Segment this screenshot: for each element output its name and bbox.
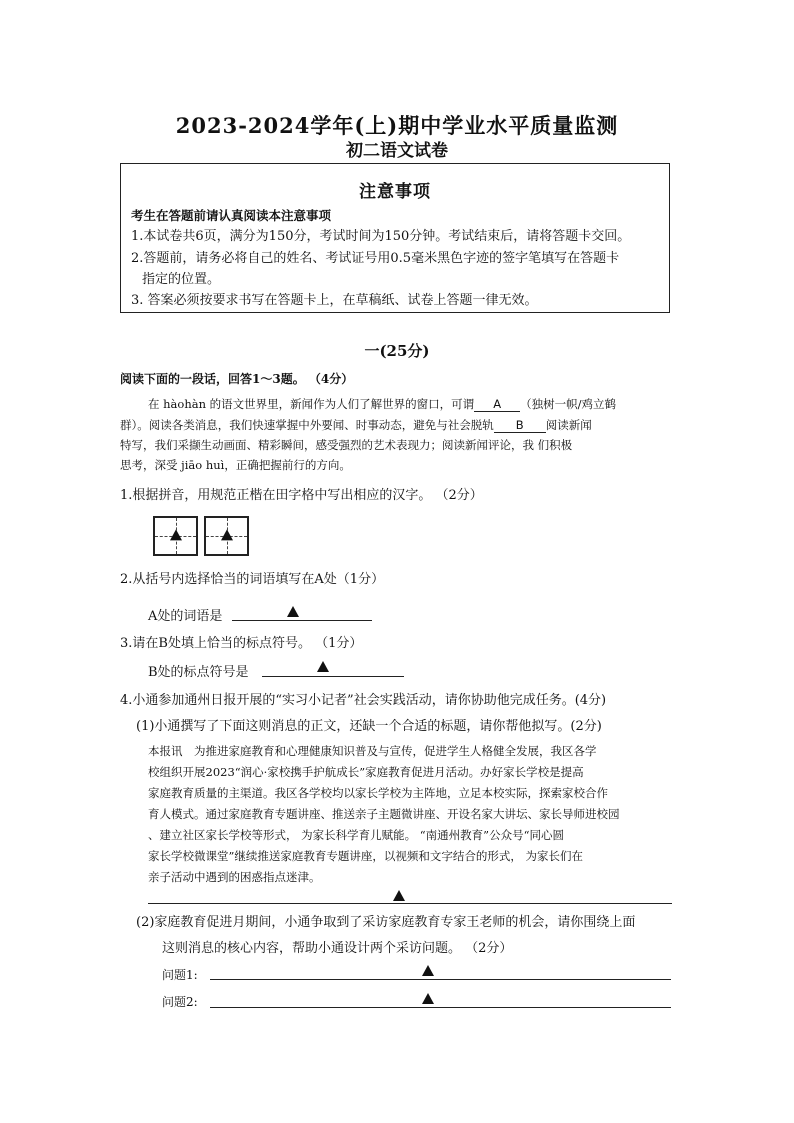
notice-item-1: 1.本试卷共6页，满分为150分，考试时间为150分钟。考试结束后，请将答题卡交回。 bbox=[131, 229, 631, 244]
passage-line-2a: 群）。阅读各类消息，我们快速掌握中外要闻、时事动态，避免与社会脱轨 bbox=[120, 418, 494, 432]
passage-line-1 bbox=[148, 396, 616, 412]
passage-line-1a: 在 hàohàn 的语文世界里，新闻作为人们了解世界的窗口，可谓 bbox=[148, 397, 475, 411]
title-answer-line bbox=[148, 903, 672, 904]
news-line-4: 育人模式。通过家庭教育专题讲座、推送亲子主题微讲座、开设名家大讲坛、家长导师进校园 bbox=[148, 807, 620, 821]
notice-item-2-cont: 指定的位置。 bbox=[142, 272, 221, 287]
passage-line-2 bbox=[120, 417, 592, 433]
question-4: 4.小通参加通州日报开展的“实习小记者”社会实践活动，请你协助他完成任务。(4分) bbox=[120, 693, 607, 708]
blank-b: B bbox=[494, 418, 546, 433]
answer-marker bbox=[170, 529, 182, 540]
notice-item-3: 3. 答案必须按要求书写在答题卡上，在草稿纸、试卷上答题一律无效。 bbox=[131, 293, 538, 308]
char-grid-2 bbox=[204, 516, 249, 556]
section-instruction: 阅读下面的一段话，回答1～3题。 （4分） bbox=[120, 372, 354, 386]
news-line-1: 本报讯 为推进家庭教育和心理健康知识普及与宣传，促进学生人格健全发展，我区各学 bbox=[148, 744, 597, 758]
answer-marker bbox=[287, 606, 299, 617]
char-grid-1 bbox=[153, 516, 198, 556]
q2-answer-label: A处的词语是 bbox=[148, 609, 223, 624]
interview-question-2-label: 问题2: bbox=[162, 995, 198, 1009]
notice-box bbox=[120, 163, 670, 313]
answer-marker bbox=[422, 965, 434, 976]
answer-marker bbox=[317, 661, 329, 672]
answer-marker bbox=[393, 890, 405, 901]
question-3: 3.请在B处填上恰当的标点符号。 （1分） bbox=[120, 636, 363, 651]
notice-item-2: 2.答题前，请务必将自己的姓名、考试证号用0.5毫米黑色字迹的签字笔填写在答题卡 bbox=[131, 251, 620, 266]
passage-line-3: 特写，我们采撷生动画面、精彩瞬间，感受强烈的艺术表现力；阅读新闻评论，我 们积极 bbox=[120, 438, 573, 452]
notice-intro: 考生在答题前请认真阅读本注意事项 bbox=[131, 208, 332, 223]
q3-answer-label: B处的标点符号是 bbox=[148, 665, 249, 680]
passage-line-4: 思考，深受 jiāo huì，正确把握前行的方向。 bbox=[120, 458, 351, 472]
news-line-7: 亲子活动中遇到的困惑指点迷津。 bbox=[148, 870, 321, 884]
interview-question-1-line bbox=[210, 979, 671, 980]
question-4-2a: (2)家庭教育促进月期间，小通争取到了采访家庭教育专家王老师的机会，请你围绕上面 bbox=[136, 915, 636, 930]
interview-question-1-label: 问题1: bbox=[162, 968, 198, 982]
question-4-1: (1)小通撰写了下面这则消息的正文，还缺一个合适的标题，请你帮他拟写。(2分) bbox=[136, 719, 602, 734]
question-2: 2.从括号内选择恰当的词语填写在A处（1分） bbox=[120, 572, 385, 587]
blank-a: A bbox=[474, 397, 520, 412]
question-4-2b: 这则消息的核心内容，帮助小通设计两个采访问题。 （2分） bbox=[162, 941, 513, 956]
answer-marker bbox=[221, 529, 233, 540]
interview-question-2-line bbox=[210, 1007, 671, 1008]
q3-answer-line bbox=[262, 676, 404, 677]
section-heading: 一(25分) bbox=[364, 342, 430, 360]
q2-answer-line bbox=[232, 620, 372, 621]
exam-subtitle: 初二语文试卷 bbox=[346, 141, 448, 161]
exam-title: 2023-2024学年(上)期中学业水平质量监测 bbox=[175, 113, 619, 138]
passage-line-1b: （独树一帜/鸡立鹤 bbox=[520, 397, 617, 411]
passage-line-2b: 阅读新闻 bbox=[545, 418, 592, 432]
news-line-2: 校组织开展2023“润心·家校携手护航成长”家庭教育促进月活动。办好家长学校是提高 bbox=[148, 765, 584, 779]
notice-heading: 注意事项 bbox=[359, 182, 431, 202]
news-line-5: 、建立社区家长学校等形式， 为家长科学育儿赋能。 “南通州教育”公众号“同心圆 bbox=[148, 828, 564, 842]
question-1: 1.根据拼音，用规范正楷在田字格中写出相应的汉字。 （2分） bbox=[120, 488, 483, 503]
news-line-6: 家长学校微课堂”继续推送家庭教育专题讲座，以视频和文字结合的形式， 为家长们在 bbox=[148, 849, 584, 863]
answer-marker bbox=[422, 993, 434, 1004]
news-line-3: 家庭教育质量的主渠道。我区各学校均以家长学校为主阵地，立足本校实际，探索家校合作 bbox=[148, 786, 608, 800]
